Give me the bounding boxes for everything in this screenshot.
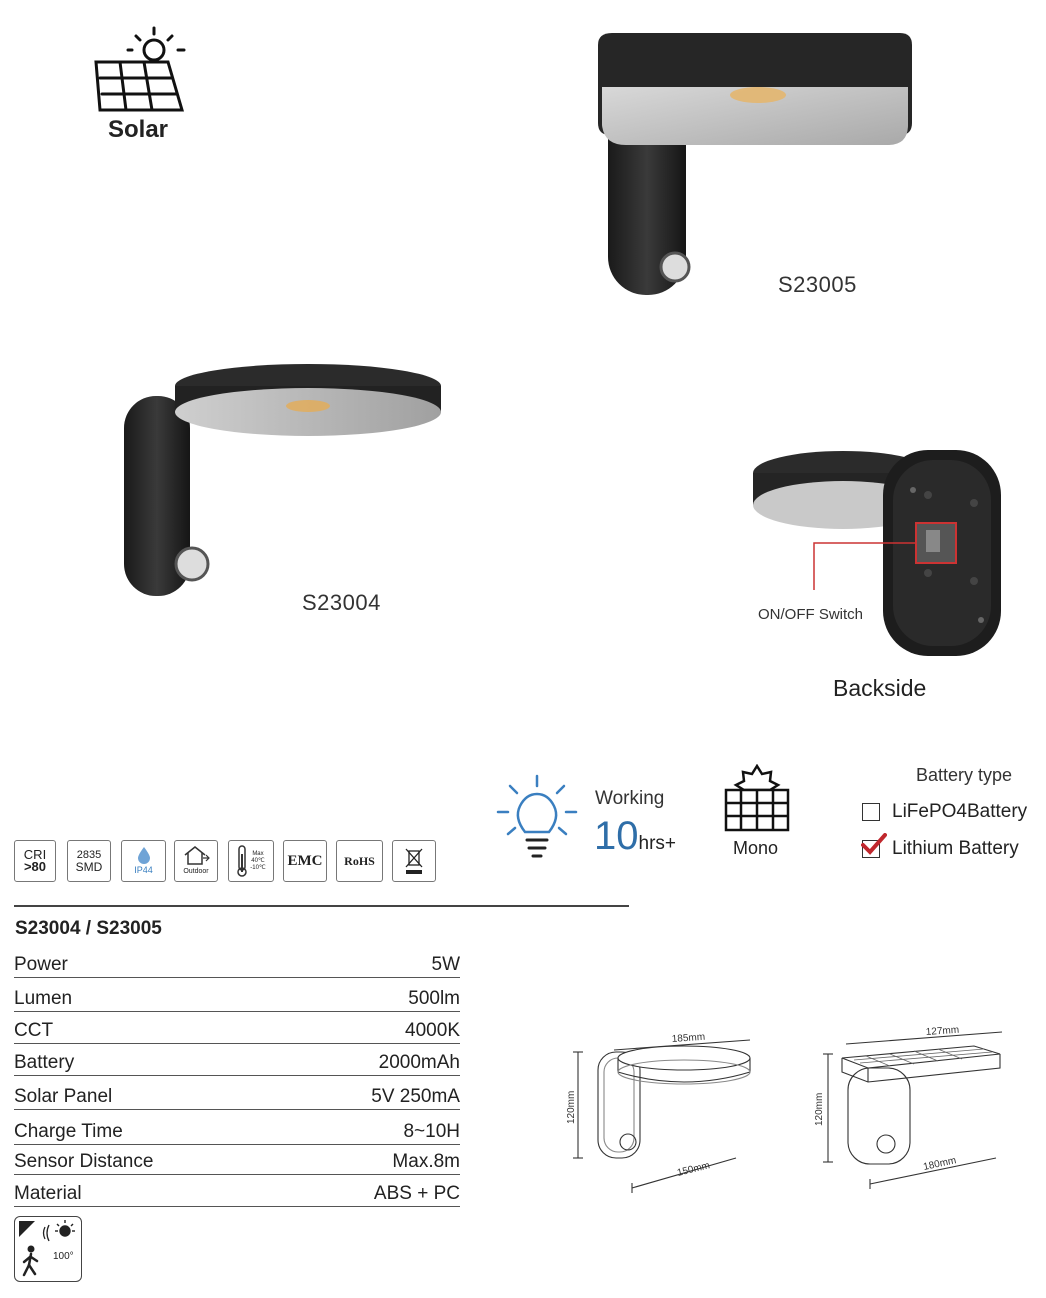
- spec-label: Solar Panel: [14, 1086, 113, 1107]
- spec-value: 8~10H: [403, 1121, 460, 1142]
- backside-title: Backside: [833, 675, 927, 701]
- lifepo4-label: LiFePO4Battery: [892, 801, 1028, 822]
- rect-height-label: 120mm: [814, 1092, 825, 1126]
- solar-panel-sun-icon: [86, 22, 196, 117]
- lithium-checkbox[interactable]: [862, 840, 880, 858]
- spec-row-battery: [14, 1046, 460, 1076]
- weee-bin-icon: [403, 847, 425, 875]
- spec-title: S23004 / S23005: [15, 918, 162, 939]
- temp-low: -10℃: [250, 864, 266, 871]
- on-off-switch-label: ON/OFF Switch: [758, 606, 864, 623]
- outdoor-badge: [174, 840, 218, 882]
- mono-panel-icon: [720, 764, 794, 836]
- product-s23004-image: [120, 360, 450, 600]
- walking-person-icon: [24, 1246, 37, 1276]
- temp-max: Max: [252, 850, 264, 857]
- lithium-label: Lithium Battery: [892, 838, 1019, 859]
- working-hours: [594, 814, 676, 859]
- spec-row-sensor-distance: [14, 1145, 460, 1175]
- spec-label: Battery: [14, 1052, 75, 1073]
- spec-label: Sensor Distance: [14, 1151, 154, 1172]
- spec-value: ABS + PC: [373, 1183, 460, 1204]
- rohs-label: RoHS: [344, 854, 375, 868]
- mono-label: Mono: [733, 838, 779, 858]
- spec-row-lumen: [14, 982, 460, 1012]
- rect-depth-label: 180mm: [922, 1155, 958, 1173]
- round-height-label: 120mm: [566, 1090, 577, 1124]
- rohs-badge: [336, 840, 383, 882]
- product-s23005-model: S23005: [778, 272, 857, 297]
- spec-row-material: [14, 1177, 460, 1207]
- spec-value: 2000mAh: [378, 1052, 460, 1073]
- spec-label: Charge Time: [14, 1121, 123, 1142]
- water-drop-icon: [137, 846, 151, 864]
- light-sun-icon: [55, 1220, 75, 1236]
- backside-image: [748, 445, 1008, 660]
- product-s23005-image: [590, 25, 920, 300]
- dimension-drawing-round: [560, 1028, 780, 1198]
- ip44-badge: [121, 840, 166, 882]
- ip44-label: IP44: [134, 865, 153, 875]
- emc-label: EMC: [287, 853, 323, 869]
- spec-divider: [14, 905, 629, 907]
- weee-badge: [392, 840, 436, 882]
- battery-option-lifepo4[interactable]: [862, 801, 1027, 823]
- temperature-badge: [228, 840, 274, 882]
- spec-row-solar-panel: [14, 1080, 460, 1110]
- spec-value: 5V 250mA: [371, 1086, 460, 1107]
- outdoor-label: Outdoor: [183, 868, 209, 875]
- rect-width-label: 127mm: [925, 1024, 960, 1038]
- moon-icon: [19, 1221, 35, 1237]
- spec-value: 5W: [431, 954, 460, 975]
- sensor-angle: 100°: [53, 1251, 74, 1262]
- spec-label: CCT: [14, 1020, 54, 1041]
- smd-badge: [67, 840, 111, 882]
- working-label: Working: [595, 788, 665, 809]
- lifepo4-checkbox[interactable]: [862, 803, 880, 821]
- spec-row-charge-time: [14, 1115, 460, 1145]
- round-depth-label: 150mm: [676, 1160, 712, 1179]
- product-s23004-model: S23004: [302, 590, 381, 615]
- smd-line2: SMD: [75, 860, 103, 874]
- spec-value: 4000K: [405, 1020, 460, 1041]
- spec-label: Power: [14, 954, 68, 975]
- temperature-text: [250, 851, 265, 872]
- cri-badge: [14, 840, 56, 882]
- house-icon: [182, 844, 210, 866]
- battery-type-title: Battery type: [916, 765, 1013, 785]
- checkmark-icon: [861, 833, 887, 855]
- round-width-label: 185mm: [671, 1031, 706, 1045]
- spec-label: Material: [14, 1183, 82, 1204]
- battery-option-lithium[interactable]: [862, 838, 1019, 860]
- temp-high: 40℃: [251, 857, 265, 864]
- cri-line1: CRI: [23, 847, 47, 862]
- cri-line2: >80: [23, 859, 47, 874]
- thermometer-icon: [236, 844, 248, 878]
- dimension-drawing-rect: [806, 1018, 1036, 1198]
- bulb-icon: [496, 772, 578, 862]
- solar-badge: [86, 22, 196, 147]
- spec-value: 500lm: [408, 988, 460, 1009]
- smd-line1: 2835: [76, 849, 102, 861]
- signal-waves-icon: [44, 1225, 50, 1241]
- emc-badge: [283, 840, 327, 882]
- spec-value: Max.8m: [392, 1151, 460, 1172]
- spec-row-power: [14, 948, 460, 978]
- pir-sensor-badge: [14, 1216, 82, 1282]
- solar-label: Solar: [108, 116, 169, 143]
- spec-row-cct: [14, 1014, 460, 1044]
- working-hours-value: 10: [594, 814, 639, 858]
- spec-label: Lumen: [14, 988, 73, 1009]
- working-hours-unit: hrs+: [638, 833, 676, 854]
